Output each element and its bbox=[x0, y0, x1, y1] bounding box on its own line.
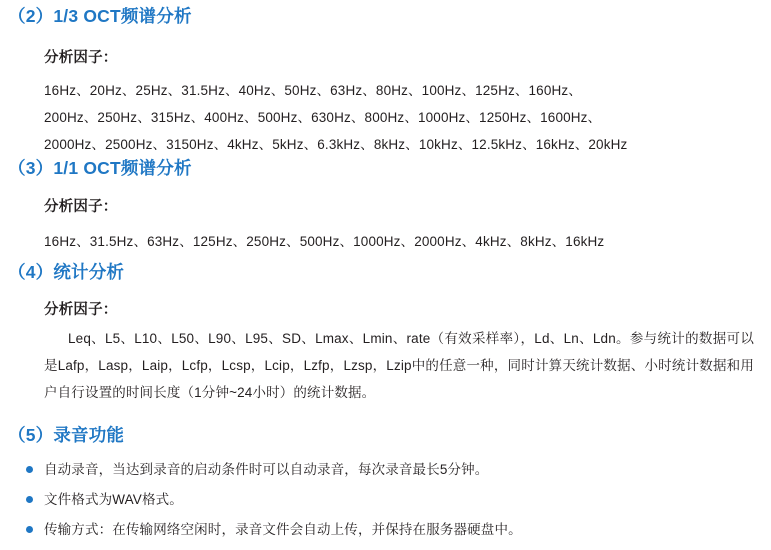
section-heading-statistics: （4）统计分析 bbox=[8, 262, 125, 282]
bullet-dot-icon bbox=[26, 496, 33, 503]
recording-bullet-list bbox=[22, 455, 752, 545]
bullet-dot-icon bbox=[26, 466, 33, 473]
bullet-dot-icon bbox=[26, 526, 33, 533]
list-item bbox=[22, 515, 752, 545]
list-item-text: 自动录音，当达到录音的启动条件时可以自动录音，每次录音最长5分钟。 bbox=[44, 462, 489, 477]
oct-third-frequency-line-2: 200Hz、250Hz、315Hz、400Hz、500Hz、630Hz、800Hz、1000Hz、1250Hz、1600Hz、 bbox=[44, 110, 602, 125]
list-item bbox=[22, 485, 752, 515]
list-item-text: 文件格式为WAV格式。 bbox=[44, 492, 183, 507]
sub-label-analysis-factors-oct-third: 分析因子： bbox=[44, 50, 118, 66]
sub-label-analysis-factors-statistics: 分析因子： bbox=[44, 302, 118, 318]
section-heading-oct-third: （2）1/3 OCT频谱分析 bbox=[8, 6, 192, 26]
section-heading-oct-full: （3）1/1 OCT频谱分析 bbox=[8, 158, 192, 178]
statistics-paragraph: Leq、L5、L10、L50、L90、L95、SD、Lmax、Lmin、rate（有效采样率），Ld、Ln、Ldn。参与统计的数据可以是Lafp，Lasp，Laip，Lcfp，Lcsp，Lcip，Lzfp，Lzsp，Lzip中的任意一种，同时计算天统计数据、小时统计数据和用户自行设置的时间长度（1分钟~24小时）的统计数据。 bbox=[44, 331, 754, 400]
oct-third-frequency-line-1: 16Hz、20Hz、25Hz、31.5Hz、40Hz、50Hz、63Hz、80Hz、100Hz、125Hz、160Hz、 bbox=[44, 83, 582, 98]
sub-label-analysis-factors-oct-full: 分析因子： bbox=[44, 199, 118, 215]
section-heading-recording: （5）录音功能 bbox=[8, 425, 125, 445]
oct-full-frequency-line-1: 16Hz、31.5Hz、63Hz、125Hz、250Hz、500Hz、1000Hz、2000Hz、4kHz、8kHz、16kHz bbox=[44, 234, 605, 249]
oct-third-frequency-line-3: 2000Hz、2500Hz、3150Hz、4kHz、5kHz、6.3kHz、8kHz、10kHz、12.5kHz、16kHz、20kHz bbox=[44, 137, 628, 152]
list-item-text: 传输方式：在传输网络空闲时，录音文件会自动上传，并保持在服务器硬盘中。 bbox=[44, 522, 522, 537]
list-item bbox=[22, 455, 752, 485]
